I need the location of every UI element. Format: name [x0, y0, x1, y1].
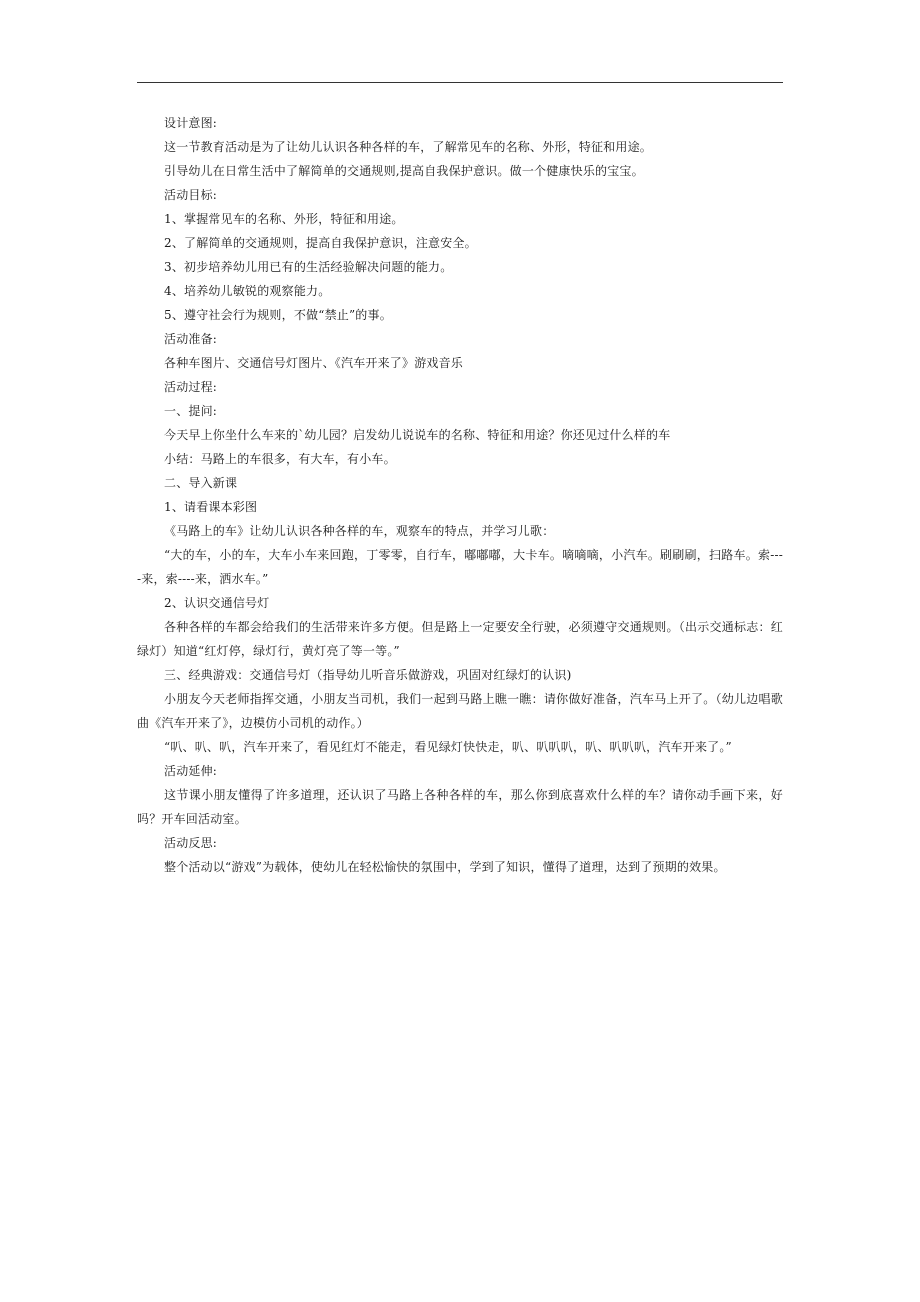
nursery-rhyme: “大的车，小的车，大车小车来回跑，丁零零，自行车，嘟嘟嘟，大卡车。嘀嘀嘀，小汽车。刷刷刷，扫路车。索----来，索----来，洒水车。” [137, 548, 783, 586]
heading-activity-extension: 活动延伸: [164, 764, 218, 778]
subsection-heading: 2、认识交通信号灯 [164, 596, 270, 610]
paragraph: 这一节教育活动是为了让幼儿认识各种各样的车，了解常见车的名称、外形，特征和用途。 [164, 140, 653, 154]
heading-activity-reflection: 活动反思: [164, 836, 218, 850]
goal-item: 5、遵守社会行为规则，不做“禁止”的事。 [164, 308, 392, 322]
document-body [137, 111, 783, 879]
subsection-heading: 1、请看课本彩图 [164, 500, 258, 514]
goal-item: 4、培养幼儿敏锐的观察能力。 [164, 284, 331, 298]
section-heading: 三、经典游戏：交通信号灯（指导幼儿听音乐做游戏，巩固对红绿灯的认识) [164, 668, 572, 682]
section-heading: 一、提问: [164, 404, 218, 418]
header-rule [137, 82, 783, 83]
section-heading: 二、导入新课 [164, 476, 238, 490]
paragraph: 各种各样的车都会给我们的生活带来许多方便。但是路上一定要安全行驶，必须遵守交通规则。（出示交通标志：红绿灯）知道“红灯停，绿灯行，黄灯亮了等一等。” [137, 620, 783, 658]
paragraph: 小朋友今天老师指挥交通，小朋友当司机，我们一起到马路上瞧一瞧：请你做好准备，汽车马上开了。（幼儿边唱歌曲《汽车开来了》，边模仿小司机的动作。） [137, 692, 783, 730]
heading-activity-goals: 活动目标: [164, 188, 218, 202]
paragraph: 这节课小朋友懂得了许多道理，还认识了马路上各种各样的车，那么你到底喜欢什么样的车？请你动手画下来，好吗？开车回活动室。 [137, 788, 783, 826]
heading-activity-preparation: 活动准备: [164, 332, 218, 346]
paragraph: 《马路上的车》让幼儿认识各种各样的车，观察车的特点，并学习儿歌： [164, 524, 555, 538]
goal-item: 1、掌握常见车的名称、外形，特征和用途。 [164, 212, 404, 226]
song-lyrics: “叭、叭、叭，汽车开来了，看见红灯不能走，看见绿灯快快走，叭、叭叭叭，叭、叭叭叭，汽车开来了。” [164, 740, 732, 754]
goal-item: 3、初步培养幼儿用已有的生活经验解决问题的能力。 [164, 260, 453, 274]
paragraph: 引导幼儿在日常生活中了解简单的交通规则,提高自我保护意识。做一个健康快乐的宝宝。 [164, 164, 644, 178]
paragraph: 整个活动以“游戏”为载体，使幼儿在轻松愉快的氛围中，学到了知识，懂得了道理，达到了预期的效果。 [164, 860, 726, 874]
goal-item: 2、了解简单的交通规则，提高自我保护意识，注意安全。 [164, 236, 477, 250]
heading-activity-process: 活动过程: [164, 380, 218, 394]
heading-design-intent: 设计意图: [164, 116, 218, 130]
paragraph: 小结：马路上的车很多，有大车，有小车。 [164, 452, 396, 466]
paragraph: 各种车图片、交通信号灯图片、《汽车开来了》游戏音乐 [164, 356, 464, 370]
paragraph: 今天早上你坐什么车来的`幼儿园？启发幼儿说说车的名称、特征和用途？你还见过什么样的车 [164, 428, 671, 442]
